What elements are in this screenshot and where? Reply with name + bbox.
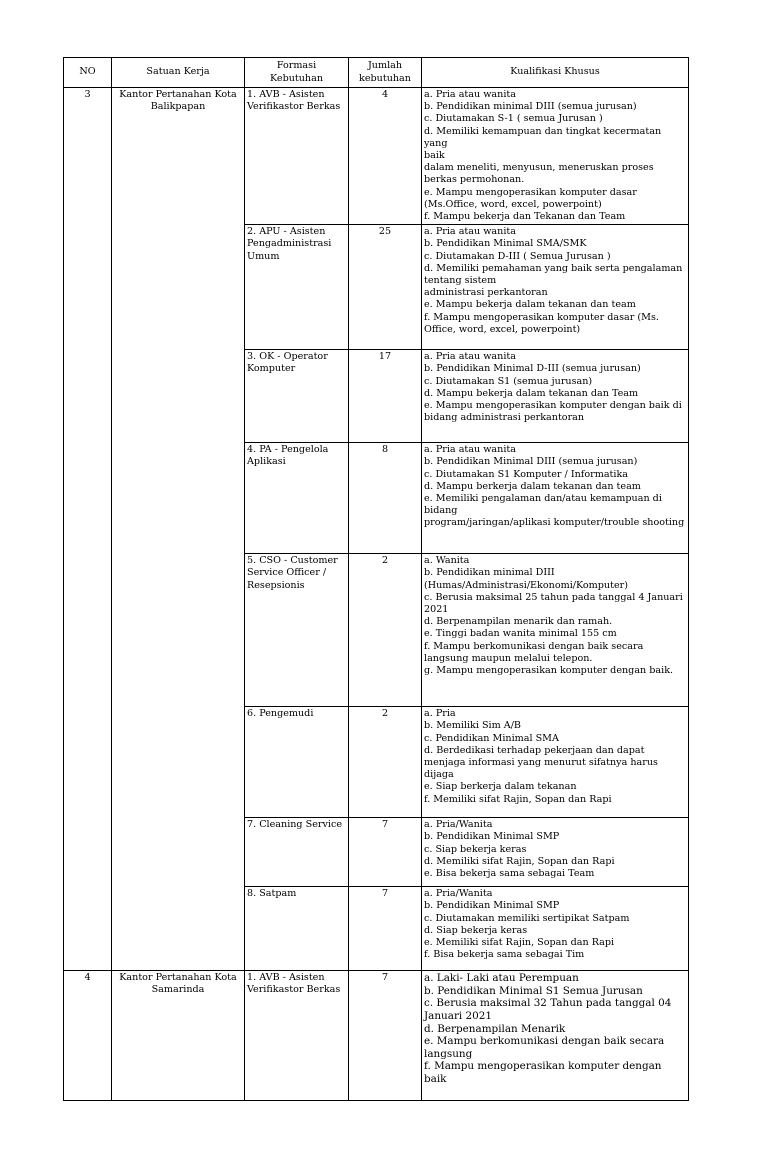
table-header-row xyxy=(64,58,689,88)
kualifikasi-item: c. Siap bekerja keras xyxy=(424,843,527,855)
kualifikasi-item: e. Siap berkerja dalam tekanan xyxy=(424,781,577,793)
kualifikasi-item: e. Bisa bekerja sama sebagai Team xyxy=(424,868,595,880)
cell-formasi: 6. Pengemudi xyxy=(245,707,349,818)
kualifikasi-item: a. Pria atau wanita xyxy=(424,444,516,456)
table-body xyxy=(64,88,689,1101)
cell-jumlah: 7 xyxy=(349,818,422,887)
kualifikasi-item: f. Bisa bekerja sama sebagai Tim xyxy=(424,949,585,961)
kualifikasi-item: e. Mampu berkomunikasi dengan baik secara langsung xyxy=(424,1035,665,1060)
cell-jumlah: 2 xyxy=(349,707,422,818)
cell-jumlah: 7 xyxy=(349,887,422,971)
header-no: NO xyxy=(64,58,112,88)
cell-jumlah: 2 xyxy=(349,554,422,707)
kualifikasi-item: b. Pendidikan Minimal DIII (semua jurusan) xyxy=(424,456,638,468)
cell-formasi: 4. PA - Pengelola Aplikasi xyxy=(245,443,349,554)
cell-jumlah: 25 xyxy=(349,225,422,350)
kualifikasi-item: b. Pendidikan Minimal D-III (semua jurusan) xyxy=(424,363,641,375)
kualifikasi-item: a. Pria atau wanita xyxy=(424,89,516,100)
kualifikasi-item: d. Memiliki sifat Rajin, Sopan dan Rapi xyxy=(424,855,615,867)
kualifikasi-item: c. Diutamakan S-1 ( semua Jurusan ) xyxy=(424,113,603,125)
kualifikasi-item: b. Pendidikan minimal DIII (semua jurusan) xyxy=(424,101,637,113)
kualifikasi-item: e. Mampu bekerja dalam tekanan dan team xyxy=(424,299,636,311)
kualifikasi-item: e. Mampu mengoperasikan komputer dengan baik di bidang administrasi perkantoran xyxy=(424,400,682,424)
kualifikasi-item: d. Memiliki pemahaman yang baik serta pengalaman tentang sistem xyxy=(424,262,683,287)
kualifikasi-item: f. Memiliki sifat Rajin, Sopan dan Rapi xyxy=(424,793,612,805)
kualifikasi-item: a. Pria/Wanita xyxy=(424,819,493,831)
kualifikasi-item: a. Pria xyxy=(424,708,456,720)
cell-kualifikasi xyxy=(422,225,689,350)
kualifikasi-item: b. Pendidikan Minimal SMA/SMK xyxy=(424,238,587,250)
cell-formasi: 7. Cleaning Service xyxy=(245,818,349,887)
cell-kualifikasi xyxy=(422,887,689,971)
formasi-table xyxy=(63,57,689,1101)
kualifikasi-item: c. Diutamakan S1 (semua jurusan) xyxy=(424,375,593,387)
cell-formasi: 1. AVB - Asisten Verifikastor Berkas xyxy=(245,971,349,1101)
kualifikasi-item: baik xyxy=(424,150,445,162)
header-jumlah: Jumlah kebutuhan xyxy=(349,58,422,88)
cell-kualifikasi xyxy=(422,971,689,1101)
kualifikasi-item: f. Mampu berkomunikasi dengan baik secara langsung maupun melalui telepon. xyxy=(424,640,644,664)
cell-jumlah: 4 xyxy=(349,88,422,225)
header-formasi: Formasi Kebutuhan xyxy=(245,58,349,88)
cell-kualifikasi xyxy=(422,443,689,554)
cell-kualifikasi xyxy=(422,707,689,818)
cell-kualifikasi xyxy=(422,554,689,707)
cell-kualifikasi xyxy=(422,88,689,225)
table-row xyxy=(64,971,689,1101)
kualifikasi-item: f. Mampu mengoperasikan komputer dasar (Ms. Office, word, excel, powerpoint) xyxy=(424,311,659,335)
kualifikasi-item: d. Mampu bekerja dalam tekanan dan Team xyxy=(424,387,639,399)
kualifikasi-item: a. Pria atau wanita xyxy=(424,226,516,238)
kualifikasi-item: e. Memiliki sifat Rajin, Sopan dan Rapi xyxy=(424,937,615,949)
kualifikasi-item: d. Berpenampilan menarik dan ramah. xyxy=(424,616,613,628)
cell-jumlah: 7 xyxy=(349,971,422,1101)
kualifikasi-item: e. Memiliki pengalaman dan/atau kemampuan di bidang xyxy=(424,493,662,517)
kualifikasi-item: d. Berdedikasi terhadap pekerjaan dan dapat menjaga informasi yang menurut sifatnya harus dijaga xyxy=(424,744,658,781)
cell-jumlah: 17 xyxy=(349,350,422,443)
kualifikasi-item: a. Wanita xyxy=(424,555,470,567)
kualifikasi-item: f. Mampu mengoperasikan komputer dengan baik xyxy=(424,1060,662,1085)
kualifikasi-item: c. Diutamakan D-III ( Semua Jurusan ) xyxy=(424,250,611,262)
kualifikasi-item: c. Diutamakan S1 Komputer / Informatika xyxy=(424,468,628,480)
cell-kualifikasi xyxy=(422,818,689,887)
header-kualifikasi: Kualifikasi Khusus xyxy=(422,58,689,88)
kualifikasi-item: b. Pendidikan Minimal S1 Semua Jurusan xyxy=(424,984,643,997)
cell-formasi: 8. Satpam xyxy=(245,887,349,971)
kualifikasi-item: f. Mampu bekerja dan Tekanan dan Team xyxy=(424,211,626,223)
cell-jumlah: 8 xyxy=(349,443,422,554)
kualifikasi-item: c. Berusia maksimal 25 tahun pada tanggal 4 Januari 2021 xyxy=(424,591,683,616)
cell-no: 4 xyxy=(64,971,112,1101)
kualifikasi-item: c. Diutamakan memiliki sertipikat Satpam xyxy=(424,912,630,924)
table-row xyxy=(64,88,689,225)
kualifikasi-item: d. Berpenampilan Menarik xyxy=(424,1022,566,1035)
kualifikasi-item: b. Pendidikan minimal DIII (Humas/Administrasi/Ekonomi/Komputer) xyxy=(424,567,628,591)
cell-formasi: 5. CSO - Customer Service Officer / Resepsionis xyxy=(245,554,349,707)
cell-formasi: 2. APU - Asisten Pengadministrasi Umum xyxy=(245,225,349,350)
kualifikasi-item: c. Berusia maksimal 32 Tahun pada tanggal 04 Januari 2021 xyxy=(424,997,672,1023)
cell-formasi: 3. OK - Operator Komputer xyxy=(245,350,349,443)
kualifikasi-item: a. Laki- Laki atau Perempuan xyxy=(424,972,579,985)
kualifikasi-item: program/jaringan/aplikasi komputer/trouble shooting xyxy=(424,517,685,529)
kualifikasi-item: d. Mampu berkerja dalam tekanan dan team xyxy=(424,480,641,492)
kualifikasi-item: d. Siap bekerja keras xyxy=(424,924,528,936)
cell-satuan-kerja: Kantor Pertanahan Kota Samarinda xyxy=(112,971,245,1101)
cell-satuan-kerja: Kantor Pertanahan Kota Balikpapan xyxy=(112,88,245,971)
cell-formasi: 1. AVB - Asisten Verifikastor Berkas xyxy=(245,88,349,225)
kualifikasi-item: e. Tinggi badan wanita minimal 155 cm xyxy=(424,628,617,640)
kualifikasi-item: e. Mampu mengoperasikan komputer dasar (Ms.Office, word, excel, powerpoint) xyxy=(424,186,637,210)
kualifikasi-item: dalam meneliti, menyusun, meneruskan proses berkas permohonan. xyxy=(424,162,654,186)
kualifikasi-item: administrasi perkantoran xyxy=(424,287,548,299)
kualifikasi-item: c. Pendidikan Minimal SMA xyxy=(424,732,559,744)
cell-kualifikasi xyxy=(422,350,689,443)
kualifikasi-item: a. Pria atau wanita xyxy=(424,351,516,363)
document-page xyxy=(63,57,688,1101)
kualifikasi-item: b. Pendidikan Minimal SMP xyxy=(424,900,560,912)
kualifikasi-item: b. Memiliki Sim A/B xyxy=(424,720,521,732)
kualifikasi-item: g. Mampu mengoperasikan komputer dengan baik. xyxy=(424,665,674,677)
header-satuan-kerja: Satuan Kerja xyxy=(112,58,245,88)
cell-no: 3 xyxy=(64,88,112,971)
kualifikasi-item: a. Pria/Wanita xyxy=(424,888,493,900)
kualifikasi-item: b. Pendidikan Minimal SMP xyxy=(424,831,560,843)
kualifikasi-item: d. Memiliki kemampuan dan tingkat kecermatan yang xyxy=(424,125,662,149)
